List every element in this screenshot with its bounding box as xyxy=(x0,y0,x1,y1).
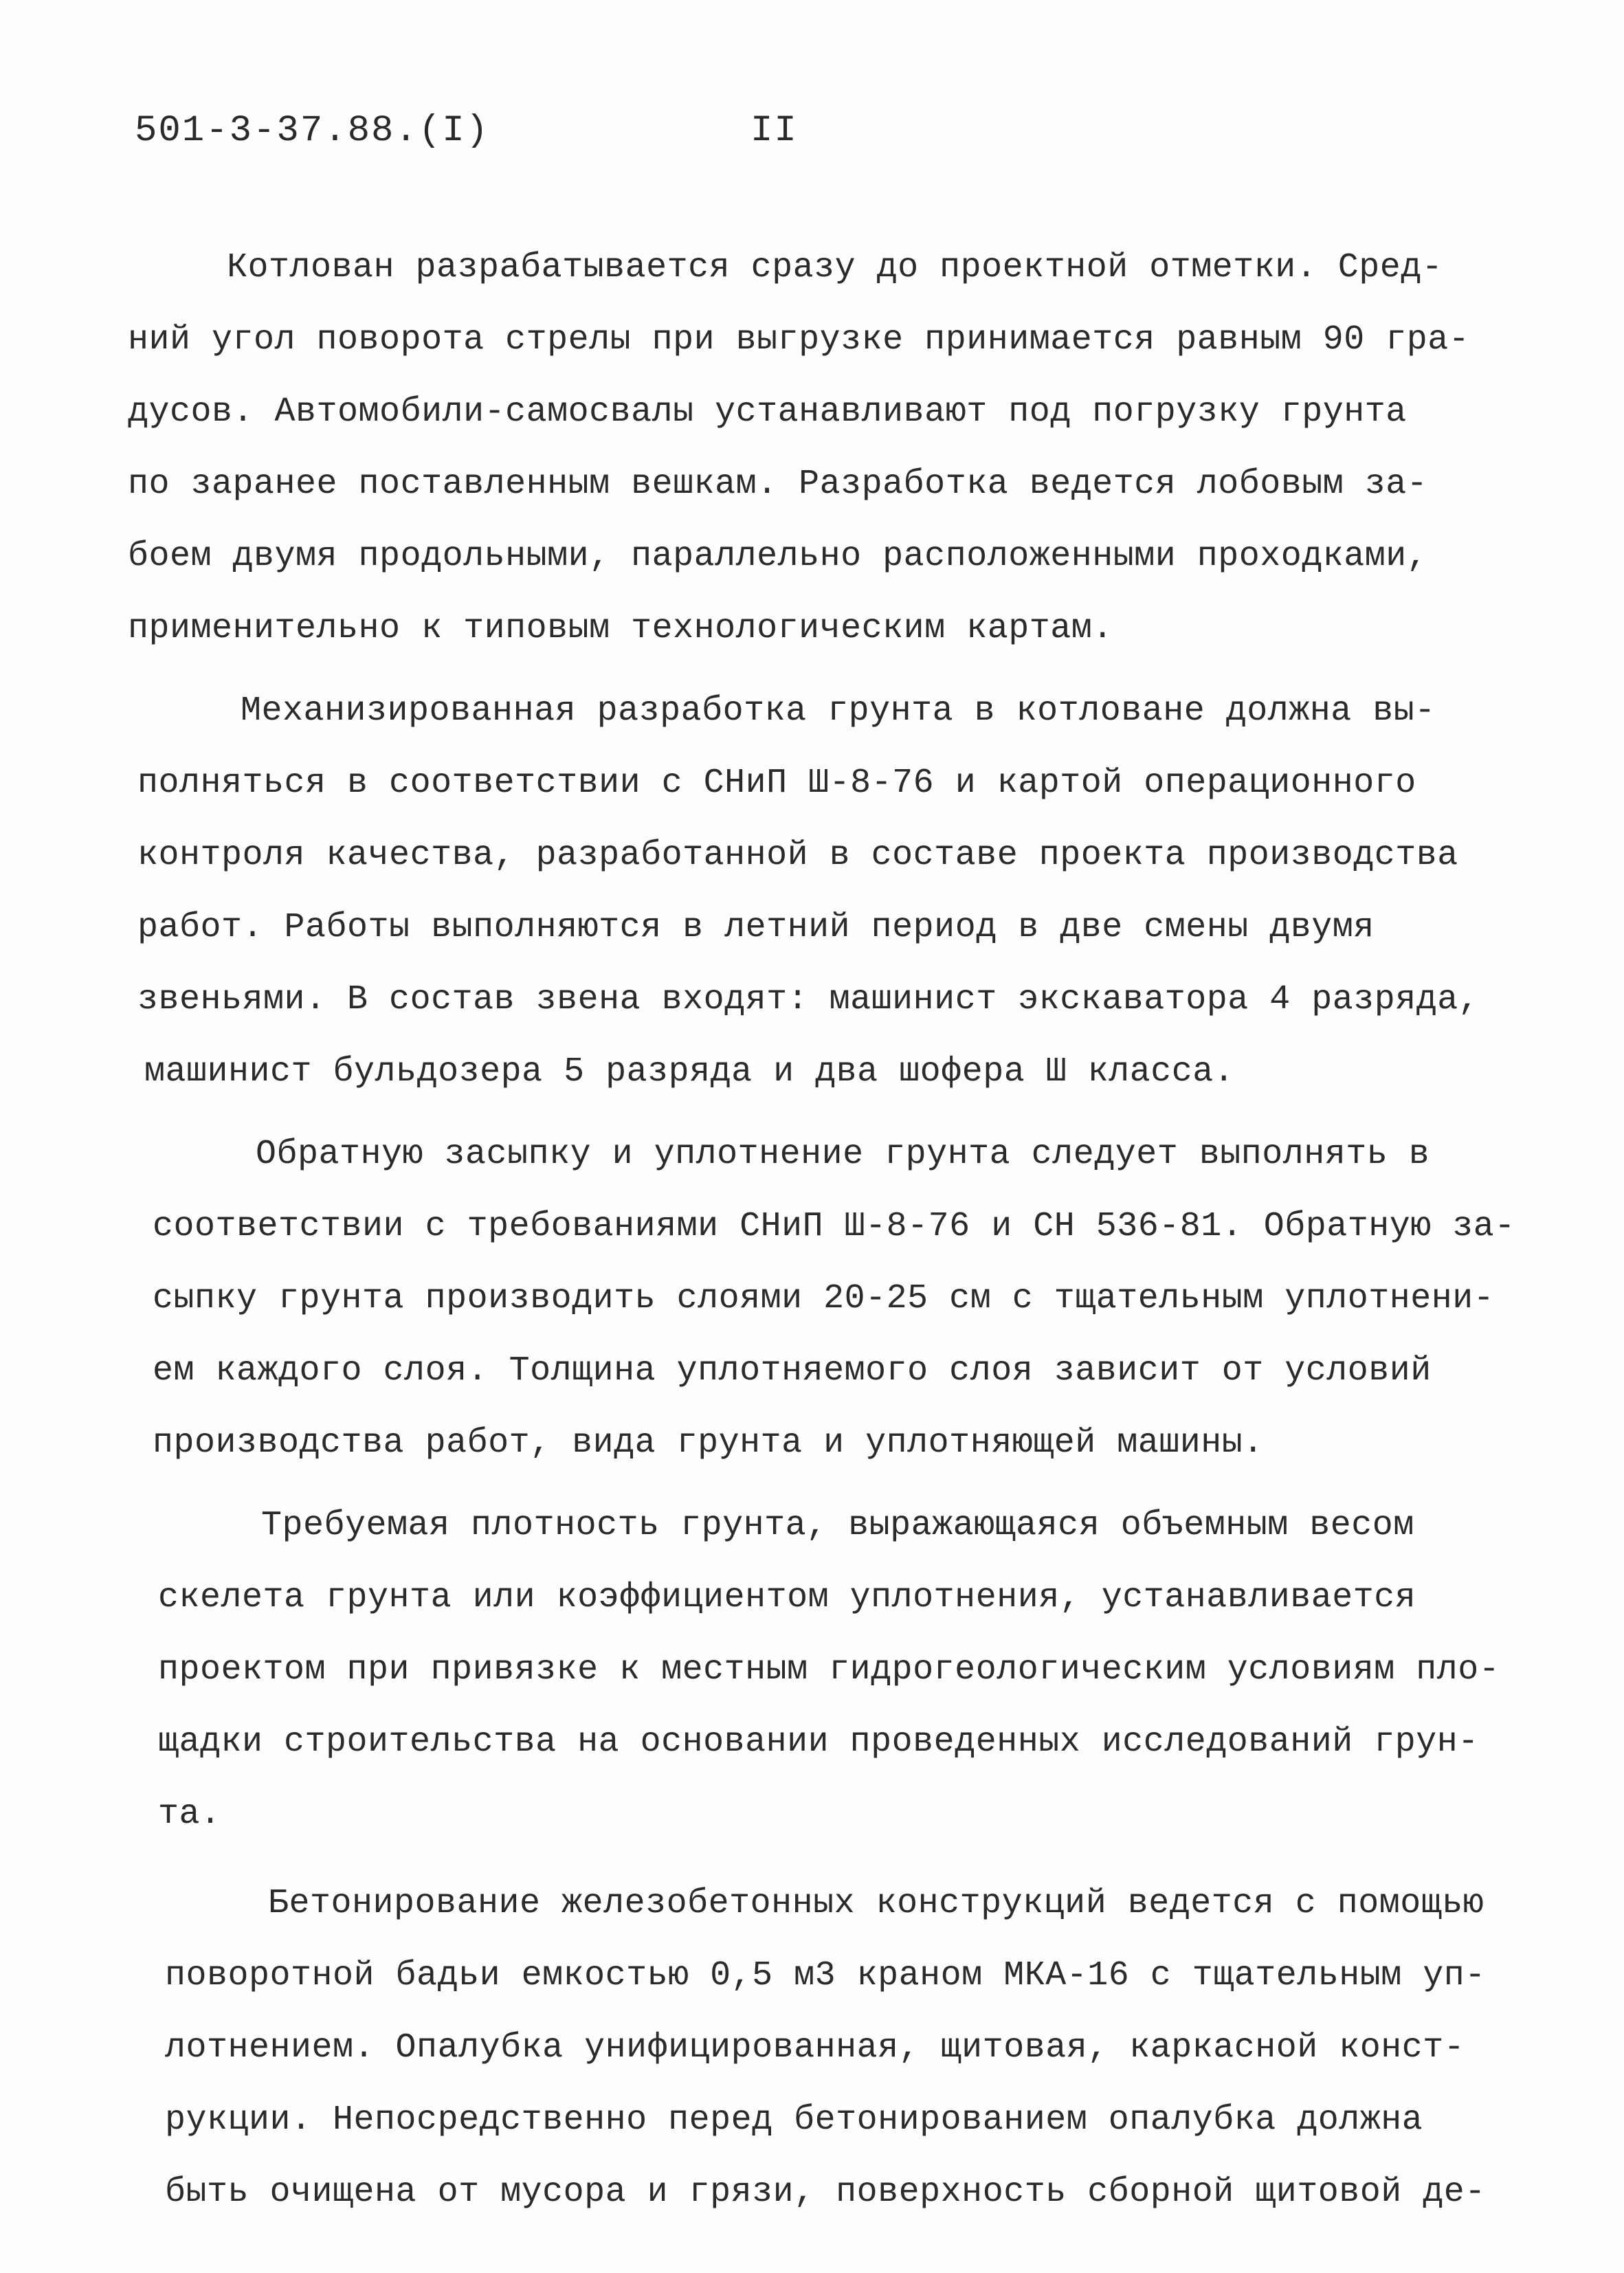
text-line: Требуемая плотность грунта, выражающаяся объемным весом xyxy=(261,1506,1414,1545)
text-line: ем каждого слоя. Толщина уплотняемого слоя зависит от условий xyxy=(153,1351,1432,1390)
text-line: звеньями. В состав звена входят: машинист экскаватора 4 разряда, xyxy=(137,980,1480,1019)
text-line: быть очищена от мусора и грязи, поверхность сборной щитовой де- xyxy=(165,2173,1486,2212)
text-line: дусов. Автомобили-самосвалы устанавливают под погрузку грунта xyxy=(128,392,1407,432)
document-code: 501-3-37.88.(I) xyxy=(135,110,490,152)
text-line: Бетонирование железобетонных конструкций ведется с помощью xyxy=(268,1884,1484,1923)
text-line: скелета грунта или коэффициентом уплотнения, устанавливается xyxy=(158,1578,1416,1617)
text-line: боем двумя продольными, параллельно расположенными проходками, xyxy=(128,537,1428,576)
text-line: та. xyxy=(158,1795,221,1834)
text-line: по заранее поставленным вешкам. Разработка ведется лобовым за- xyxy=(128,465,1428,504)
text-line: лотнением. Опалубка унифицированная, щитовая, каркасной конст- xyxy=(165,2028,1465,2067)
text-line: соответствии с требованиями СНиП Ш-8-76 и СН 536-81. Обратную за- xyxy=(153,1207,1515,1246)
text-line: рукции. Непосредственно перед бетонированием опалубка должна xyxy=(165,2100,1423,2140)
text-line: Котлован разрабатывается сразу до проектной отметки. Сред- xyxy=(227,248,1443,287)
text-line: ний угол поворота стрелы при выгрузке принимается равным 90 гра- xyxy=(128,320,1470,359)
page-number: II xyxy=(750,110,798,152)
text-line: применительно к типовым технологическим картам. xyxy=(128,609,1113,648)
page-header xyxy=(0,110,1624,165)
text-line: полняться в соответствии с СНиП Ш-8-76 и картой операционного xyxy=(137,764,1416,803)
text-line: Механизированная разработка грунта в котловане должна вы- xyxy=(241,691,1436,731)
text-line: сыпку грунта производить слоями 20-25 см с тщательным уплотнени- xyxy=(153,1279,1495,1318)
text-line: проектом при привязке к местным гидрогеологическим условиям пло- xyxy=(158,1650,1500,1689)
text-line: работ. Работы выполняются в летний период в две смены двумя xyxy=(137,908,1375,947)
text-line: производства работ, вида грунта и уплотняющей машины. xyxy=(153,1423,1264,1463)
text-line: Обратную засыпку и уплотнение грунта следует выполнять в xyxy=(256,1135,1430,1174)
text-line: контроля качества, разработанной в составе проекта производства xyxy=(137,836,1458,875)
text-line: машинист бульдозера 5 разряда и два шофера Ш класса. xyxy=(144,1052,1235,1091)
text-line: щадки строительства на основании проведенных исследований грун- xyxy=(158,1722,1479,1762)
text-line: поворотной бадьи емкостью 0,5 м3 краном МКА-16 с тщательным уп- xyxy=(165,1956,1486,1995)
